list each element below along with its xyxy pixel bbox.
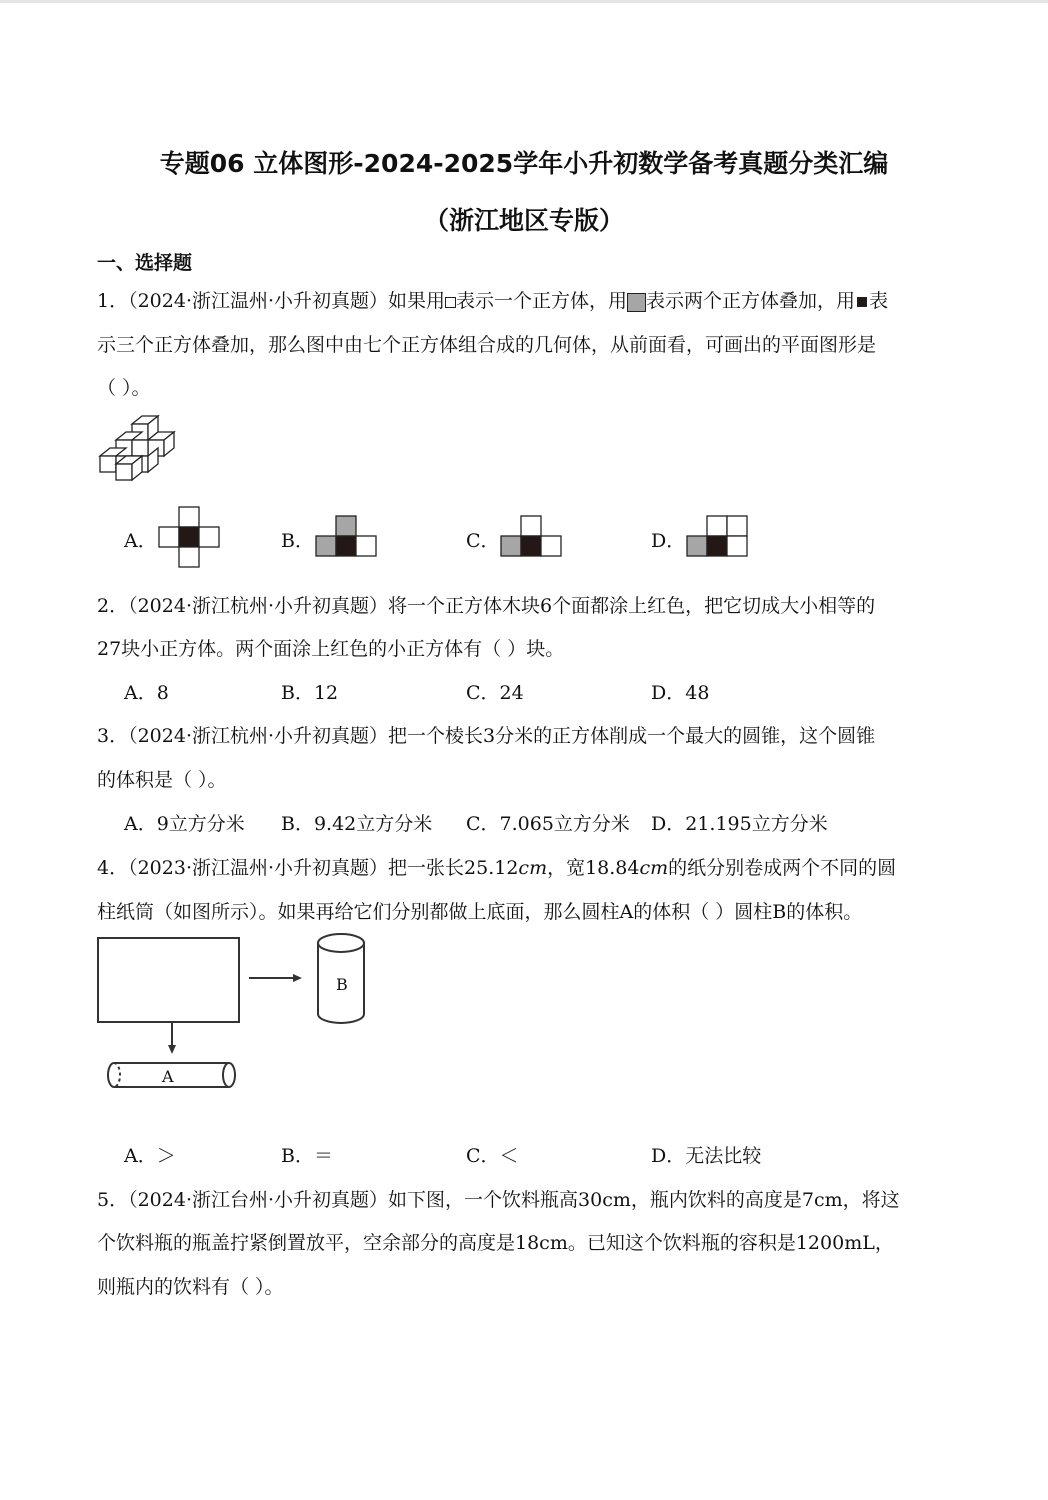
q5-line-2: 个饮料瓶的瓶盖拧紧倒置放平，空余部分的高度是18cm。已知这个饮料瓶的容积是1200mL， <box>97 1232 894 1254</box>
single-cube-icon <box>445 297 456 308</box>
paper-rectangle <box>98 938 239 1022</box>
q1-option-d[interactable] <box>651 526 685 553</box>
q1-option-c-label: C． <box>466 530 500 552</box>
q4-unit-cm-2: cm <box>639 857 669 879</box>
q1-option-b-figure <box>315 515 379 558</box>
cylinder-b-label: B <box>336 975 348 994</box>
q4-paper-cylinder-figure <box>94 930 374 1092</box>
cylinder-a-label: A <box>162 1067 174 1086</box>
q4-text-a: 4．（2023·浙江温州·小升初真题）把一张长25.12 <box>97 857 519 879</box>
q4-unit-cm-1: cm <box>518 857 548 879</box>
q2-option-d[interactable]: D．48 <box>651 682 710 704</box>
black-cube-icon <box>857 297 867 307</box>
q3-option-c[interactable]: C．7.065立方分米 <box>466 813 630 835</box>
q4-text-c: 的纸分别卷成两个不同的圆 <box>668 857 897 879</box>
q1-option-c[interactable] <box>466 526 500 553</box>
q1-text-d: 表 <box>869 290 889 312</box>
q3-line-2: 的体积是（ ）。 <box>97 769 227 791</box>
q1-cube-assembly-figure <box>94 413 184 485</box>
q1-line-1 <box>97 286 888 313</box>
q1-option-d-figure <box>686 515 750 558</box>
gray-cube-icon <box>627 293 646 312</box>
q3-line-1: 3．（2024·浙江杭州·小升初真题）把一个棱长3分米的正方体削成一个最大的圆锥，这个圆锥 <box>97 725 876 747</box>
q4-line-1 <box>97 853 896 880</box>
q1-line-2: 示三个正方体叠加，那么图中由七个正方体组合成的几何体，从前面看，可画出的平面图形是 <box>97 334 877 356</box>
q1-text-c: 表示两个正方体叠加，用 <box>646 290 856 312</box>
q1-option-c-figure <box>500 515 564 558</box>
q4-option-a[interactable]: A．＞ <box>124 1145 176 1167</box>
section-heading: 一、选择题 <box>97 252 193 274</box>
q2-option-a[interactable]: A．8 <box>124 682 169 704</box>
q4-line-2: 柱纸筒（如图所示）。如果再给它们分别都做上底面，那么圆柱A的体积（ ）圆柱B的体积。 <box>97 901 863 923</box>
q3-option-a[interactable]: A．9立方分米 <box>124 813 245 835</box>
q2-line-2: 27块小正方体。两个面涂上红色的小正方体有（ ）块。 <box>97 638 565 660</box>
q2-line-1: 2．（2024·浙江杭州·小升初真题）将一个正方体木块6个面都涂上红色，把它切成大小相等的 <box>97 595 876 617</box>
q4-text-b: ，宽18.84 <box>547 857 640 879</box>
q4-option-d[interactable]: D．无法比较 <box>651 1145 762 1167</box>
q2-option-c[interactable]: C．24 <box>466 682 524 704</box>
q1-option-a-figure <box>158 506 220 568</box>
q1-option-a[interactable] <box>124 526 157 553</box>
q4-option-b[interactable]: B．＝ <box>281 1145 333 1167</box>
q1-text-a: 1．（2024·浙江温州·小升初真题）如果用 <box>97 290 446 312</box>
q4-option-c[interactable]: C．＜ <box>466 1145 519 1167</box>
document-subtitle: （浙江地区专版） <box>423 206 624 235</box>
q1-option-b[interactable] <box>281 526 314 553</box>
q1-text-b: 表示一个正方体，用 <box>456 290 628 312</box>
page-top-border <box>0 0 1048 3</box>
q1-option-a-label: A． <box>124 530 157 552</box>
q1-line-3: （ ）。 <box>97 377 151 399</box>
q3-option-b[interactable]: B．9.42立方分米 <box>281 813 433 835</box>
q1-option-b-label: B． <box>281 530 314 552</box>
document-title: 专题06 立体图形-2024-2025学年小升初数学备考真题分类汇编 <box>159 149 889 178</box>
q5-line-1: 5．（2024·浙江台州·小升初真题）如下图，一个饮料瓶高30cm，瓶内饮料的高度是7cm，将这 <box>97 1189 900 1211</box>
q2-option-b[interactable]: B．12 <box>281 682 339 704</box>
q3-option-d[interactable]: D．21.195立方分米 <box>651 813 828 835</box>
q5-line-3: 则瓶内的饮料有（ ）。 <box>97 1276 284 1298</box>
q1-option-d-label: D． <box>651 530 686 552</box>
